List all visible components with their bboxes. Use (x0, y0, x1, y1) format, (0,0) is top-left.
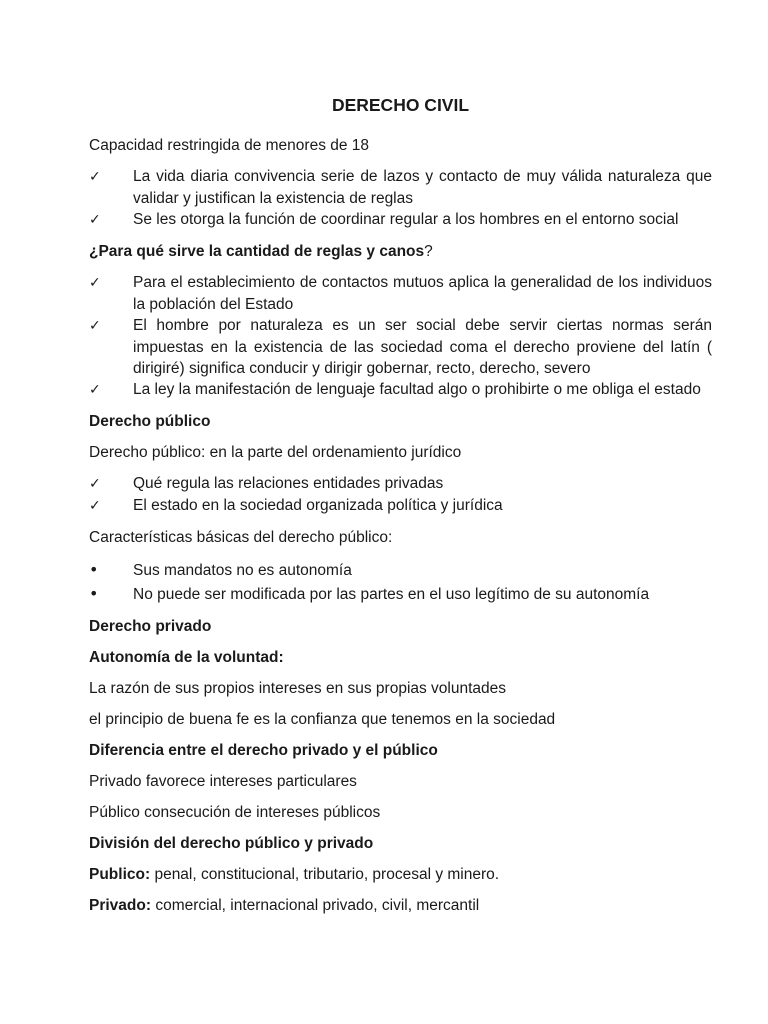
checkmark-icon: ✓ (89, 498, 101, 514)
publico-division-line: Publico: penal, constitucional, tributario, procesal y minero. (89, 866, 500, 883)
section-heading-autonomia: Autonomía de la voluntad: (89, 649, 284, 666)
checkmark-icon: ✓ (89, 212, 101, 228)
section-heading-diferencia: Diferencia entre el derecho privado y el público (89, 742, 438, 759)
buena-fe-paragraph: el principio de buena fe es la confianza que tenemos en la sociedad (89, 711, 556, 728)
privado-division-line: Privado: comercial, internacional privado, civil, mercantil (89, 897, 480, 914)
bullet-icon: • (89, 560, 99, 579)
list-item: ✓ Se les otorga la función de coordinar regular a los hombres en el entorno social (89, 209, 712, 231)
list-item: ✓ La ley la manifestación de lenguaje facultad algo o prohibirte o me obliga el estado (89, 379, 712, 401)
razon-paragraph: La razón de sus propios intereses en sus propias voluntades (89, 680, 507, 697)
document-page (89, 93, 712, 926)
section-heading-derecho-privado: Derecho privado (89, 618, 212, 635)
list-item: ✓ El hombre por naturaleza es un ser social debe servir ciertas normas serán impuestas en la existencia de las sociedad coma el derecho proviene del latín ( dirigiré) significa conducir y dirigir gobernar, recto, derecho, severo (89, 317, 712, 377)
list-item: ✓ La vida diaria convivencia serie de lazos y contacto de muy válida naturaleza que validar y justifican la existencia de reglas (89, 168, 712, 207)
checklist-reglas (89, 166, 712, 231)
list-item: • Sus mandatos no es autonomía (89, 560, 352, 579)
question-heading: ¿Para qué sirve la cantidad de reglas y canos? (89, 243, 433, 260)
publico-consecucion-paragraph: Público consecución de intereses públicos (89, 804, 381, 821)
bullet-list-caracteristicas (89, 558, 712, 606)
document-title: DERECHO CIVIL (331, 95, 470, 115)
checklist-proposito (89, 272, 712, 401)
checkmark-icon: ✓ (89, 169, 101, 185)
publico-definition: Derecho público: en la parte del ordenamiento jurídico (89, 444, 462, 461)
section-heading-division: División del derecho público y privado (89, 835, 374, 852)
list-item: ✓ Qué regula las relaciones entidades privadas (89, 473, 712, 495)
bullet-icon: • (89, 584, 99, 603)
list-item: • No puede ser modificada por las partes en el uso legítimo de su autonomía (89, 584, 650, 603)
caracteristicas-paragraph: Características básicas del derecho público: (89, 529, 393, 546)
list-item: ✓ Para el establecimiento de contactos mutuos aplica la generalidad de los individuos la población del Estado (89, 274, 712, 313)
list-item: ✓ El estado en la sociedad organizada política y jurídica (89, 495, 712, 517)
section-heading-derecho-publico: Derecho público (89, 413, 211, 430)
checklist-publico (89, 473, 712, 517)
checkmark-icon: ✓ (89, 275, 101, 291)
checkmark-icon: ✓ (89, 382, 101, 398)
intro-paragraph: Capacidad restringida de menores de 18 (89, 137, 370, 154)
checkmark-icon: ✓ (89, 476, 101, 492)
privado-favorece-paragraph: Privado favorece intereses particulares (89, 773, 357, 790)
checkmark-icon: ✓ (89, 318, 101, 334)
